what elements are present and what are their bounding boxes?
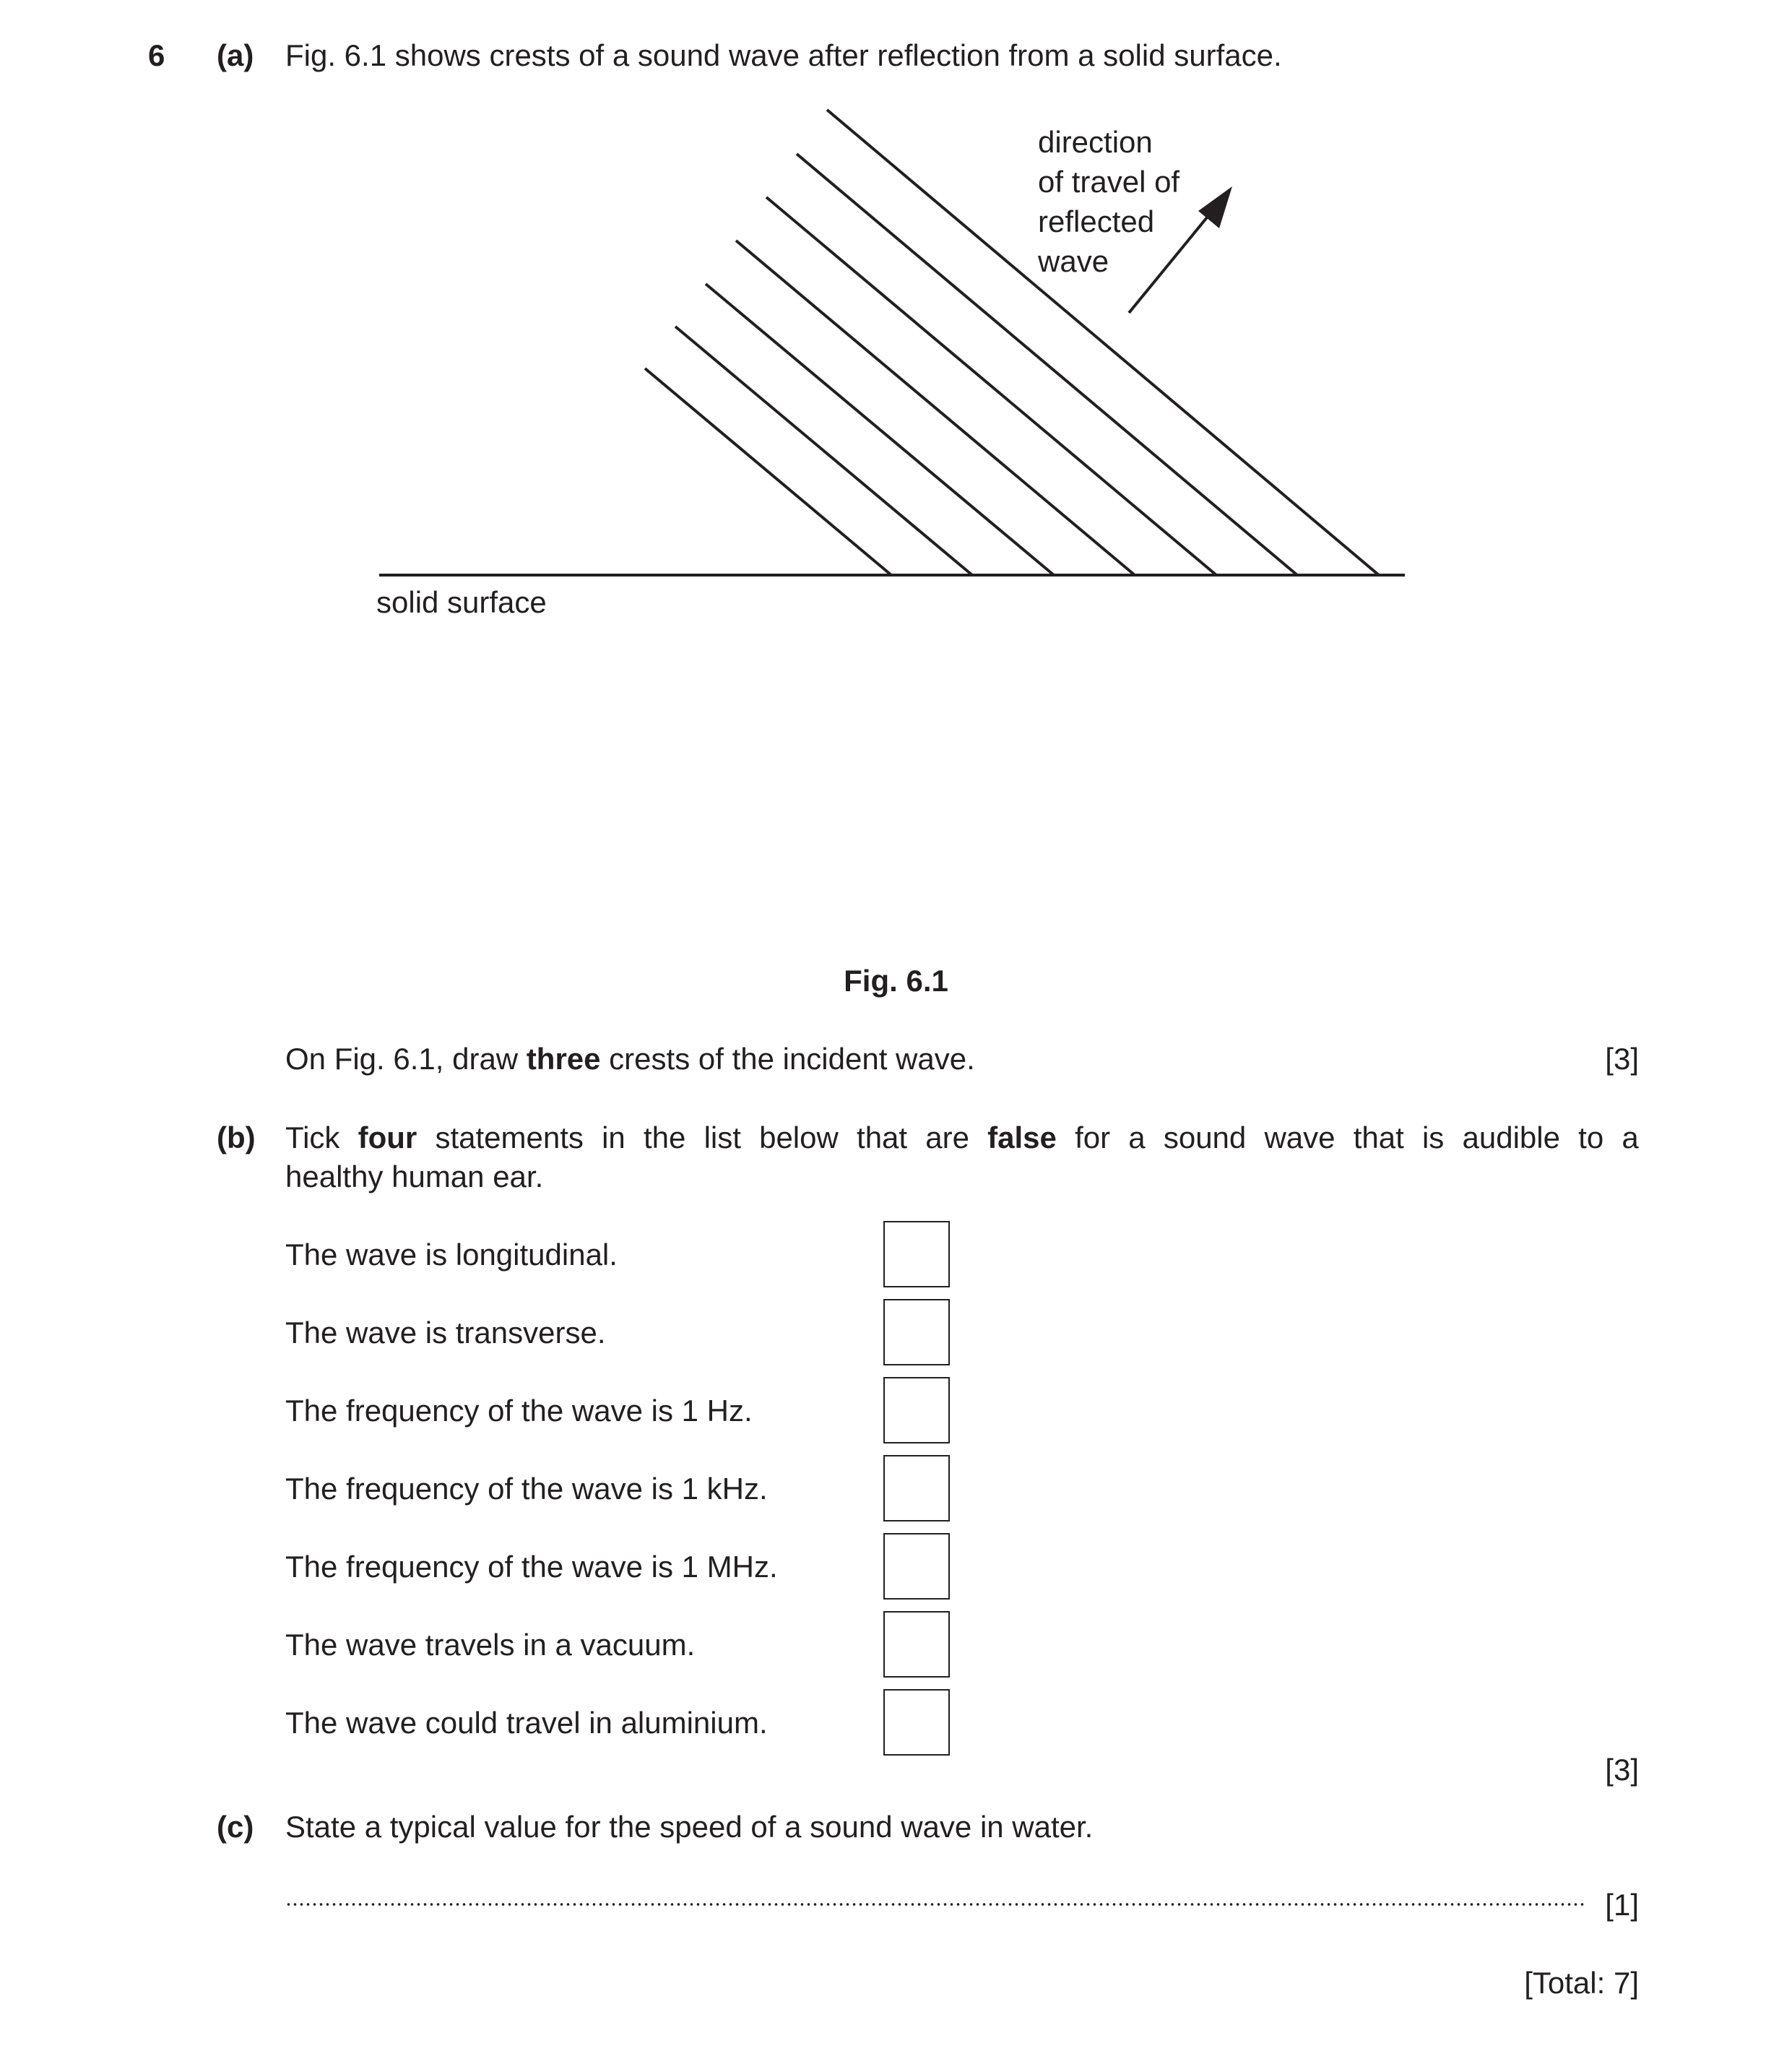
part-a-marks: [3] (1605, 1042, 1639, 1076)
part-a-instruction: On Fig. 6.1, draw three crests of the incident wave. (285, 1042, 975, 1076)
total-marks: [Total: 7] (1524, 1966, 1639, 2000)
statement-aluminium: The wave could travel in aluminium. (285, 1706, 768, 1740)
statement-transverse: The wave is transverse. (285, 1316, 606, 1350)
tick-box-1mhz[interactable] (883, 1533, 950, 1600)
part-b-label: (b) (217, 1121, 256, 1154)
statement-1khz: The frequency of the wave is 1 kHz. (285, 1472, 768, 1506)
reflected-crest (675, 327, 972, 575)
tick-box-longitudinal[interactable] (883, 1221, 950, 1287)
figure-caption: Fig. 6.1 (844, 964, 948, 998)
part-c-prompt: State a typical value for the speed of a sound wave in water. (285, 1810, 1094, 1844)
part-a-intro: Fig. 6.1 shows crests of a sound wave after reflection from a solid surface. (285, 38, 1282, 72)
part-b-prompt-line-2: healthy human ear. (285, 1160, 544, 1194)
tick-box-transverse[interactable] (883, 1299, 950, 1365)
reflected-crest (645, 368, 891, 575)
figure-6-1 (0, 0, 1792, 650)
direction-label: direction of travel of reflected wave (1038, 125, 1180, 278)
part-b-marks: [3] (1605, 1753, 1639, 1787)
question-number: 6 (148, 38, 165, 72)
part-c-label: (c) (217, 1810, 254, 1844)
tick-box-aluminium[interactable] (883, 1689, 950, 1756)
statement-1mhz: The frequency of the wave is 1 MHz. (285, 1550, 778, 1584)
statement-longitudinal: The wave is longitudinal. (285, 1238, 618, 1272)
statement-1hz: The frequency of the wave is 1 Hz. (285, 1394, 753, 1428)
part-b-prompt-line-1: Tick four statements in the list below that are false for a sound wave that is audible to a (285, 1121, 1639, 1154)
reflected-crest (736, 241, 1135, 575)
tick-box-1hz[interactable] (883, 1377, 950, 1443)
statement-vacuum: The wave travels in a vacuum. (285, 1628, 696, 1662)
tick-box-vacuum[interactable] (883, 1611, 950, 1678)
part-c-marks: [1] (1605, 1888, 1639, 1922)
solid-surface-label: solid surface (376, 585, 547, 619)
answer-line[interactable] (285, 1903, 1585, 1906)
tick-box-1khz[interactable] (883, 1455, 950, 1521)
part-a-label: (a) (217, 38, 254, 72)
